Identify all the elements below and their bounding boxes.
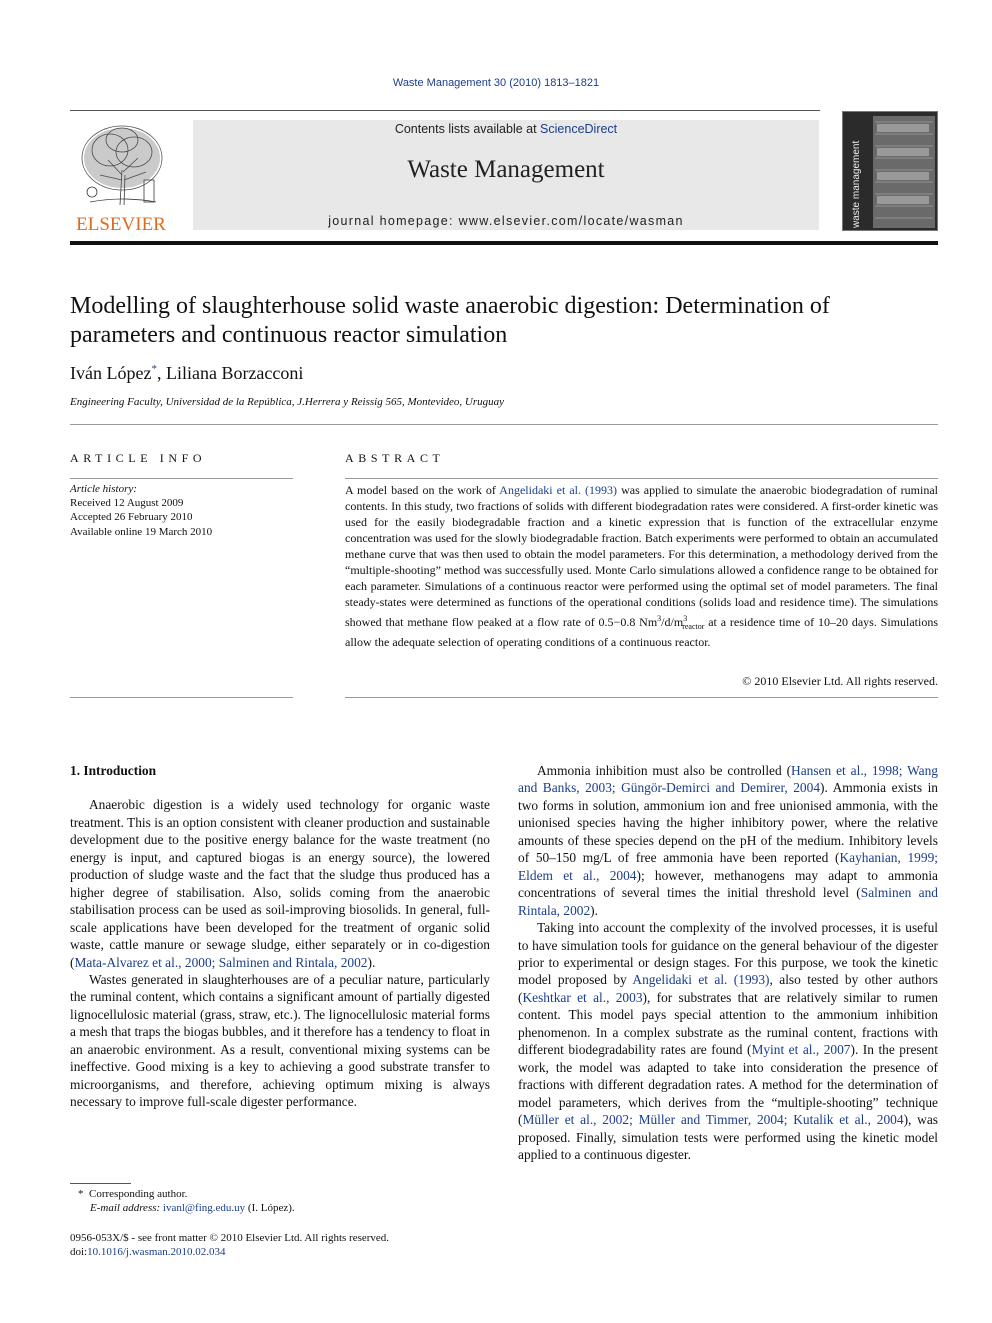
section-heading-introduction: 1. Introduction <box>70 763 157 778</box>
corresponding-author-mark[interactable]: * <box>151 363 157 375</box>
cover-title: waste management <box>851 140 862 228</box>
journal-cover-icon <box>843 112 938 231</box>
article-title: Modelling of slaughterhouse solid waste anaerobic digestion: Determination of parameters and continuous reactor simulation <box>70 293 830 348</box>
intro-p1-end: ). <box>367 954 376 970</box>
intro-p4-text-a: Taking into account the complexity of the involved processes, it is useful to have simulation tools for guidance on the general behaviour of the digester prior to experimental or design stages. For this purpose, we took the kinetic model proposed by <box>518 920 938 988</box>
intro-paragraph-2: Wastes generated in slaughterhouses are of a peculiar nature, particularly the ruminal content, which contains a significant amount of partially digested lignocellulosic material (grass, straw, etc.). The lignocellulosic material forms a mesh that traps the biogas bubbles, and it therefore has a tendency to float in an anaerobic environment. As a result, conventional mixing systems can be ineffective. Good mixing is a key to achieving a good substrate transfer to microorganisms, and therefore, achieving optimum mixing is always necessary to improve full-scale digester performance. <box>70 971 490 1110</box>
journal-homepage[interactable]: journal homepage: www.elsevier.com/locate/wasman <box>328 214 684 228</box>
author-2[interactable]: Liliana Borzacconi <box>165 363 304 383</box>
footnote <box>70 1187 295 1215</box>
intro-p3-text-d: ). <box>590 902 598 918</box>
corresponding-note <box>70 1187 295 1201</box>
journal-name: Waste Management <box>407 156 605 183</box>
article-info-heading: ARTICLE INFO <box>70 451 207 465</box>
citation-link-salminen[interactable]: Salminen and Rintala, 2002 <box>518 885 938 918</box>
intro-p4-text-e: ), was proposed. Finally, simulation tests were performed using the kinetic model applied to a continuous digester. <box>518 1112 938 1162</box>
body-column-left <box>70 762 490 1111</box>
abstract-rule <box>345 478 938 479</box>
intro-p3-text-c: ); however, methanogens may adapt to ammonia concentrations of several times the initial threshold level ( <box>518 867 938 901</box>
elsevier-wordmark: ELSEVIER <box>76 214 166 232</box>
email-note <box>70 1201 295 1215</box>
citation-link-hansen[interactable]: Hansen et al., 1998; Wang and Banks, 2003; Güngör-Demirci and Demirer, 2004 <box>518 763 938 796</box>
body-column-right <box>518 762 938 1163</box>
email-suffix: (I. López). <box>245 1202 295 1214</box>
citation-link-keshtkar[interactable]: Keshtkar et al., 2003 <box>522 989 643 1005</box>
intro-paragraph-3 <box>518 762 938 919</box>
email-label: E-mail address: <box>90 1202 163 1214</box>
article-info-rule <box>70 478 293 479</box>
issn-line: 0956-053X/$ - see front matter © 2010 Elsevier Ltd. All rights reserved. <box>70 1232 390 1244</box>
abstract-text-1: A model based on the work of <box>345 483 500 497</box>
abstract-rule-bottom <box>345 697 938 698</box>
journal-cover-thumbnail[interactable] <box>842 111 938 231</box>
citation-link-mata-alvarez[interactable]: Mata-Alvarez et al., 2000; Salminen and Rintala, 2002 <box>74 954 368 970</box>
received-date: Received 12 August 2009 <box>70 497 184 510</box>
abstract-text <box>345 483 938 651</box>
citation-link-angelidaki-2[interactable]: Angelidaki et al. (1993) <box>632 972 770 988</box>
footnote-mark: * <box>78 1188 84 1200</box>
title-divider <box>70 424 938 425</box>
footnote-rule <box>70 1183 131 1184</box>
author-separator: , <box>156 363 166 383</box>
intro-p3-text-a: Ammonia inhibition must also be controlled ( <box>537 763 792 778</box>
contents-line <box>193 122 819 136</box>
elsevier-tree-icon <box>70 120 172 232</box>
abstract-heading: ABSTRACT <box>345 451 445 465</box>
abstract-text-3: /d/m <box>661 614 684 629</box>
citation-link-myint[interactable]: Myint et al., 2007 <box>751 1042 851 1058</box>
article-info-rule-bottom <box>70 697 293 698</box>
sciencedirect-link[interactable]: ScienceDirect <box>540 122 618 136</box>
header-top-rule <box>70 110 820 111</box>
elsevier-logo[interactable] <box>70 120 172 232</box>
online-date: Available online 19 March 2010 <box>70 525 213 538</box>
citation-link-muller[interactable]: Müller et al., 2002; Müller and Timmer, 2004; Kutalik et al., 2004 <box>522 1112 904 1128</box>
accepted-date: Accepted 26 February 2010 <box>70 511 193 524</box>
intro-paragraph-1 <box>70 796 490 971</box>
affiliation: Engineering Faculty, Universidad de la República, J.Herrera y Reissig 565, Montevideo, Uruguay <box>70 396 504 408</box>
intro-p4-text-c: ), for substrates that are relatively similar to rumen content. This model pays special attention to the ammonium inhibition phenomenon. In a complex substrate as the ruminal content, fractions with different biodegradability rates are found ( <box>518 989 938 1058</box>
citation-link-kayhanian[interactable]: Kayhanian, 1999; Eldem et al., 2004 <box>518 850 938 883</box>
doi-link[interactable]: 10.1016/j.wasman.2010.02.034 <box>87 1246 226 1258</box>
header-thick-rule <box>70 241 938 245</box>
intro-paragraph-4 <box>518 919 938 1163</box>
email-link[interactable]: ivanl@fing.edu.uy <box>162 1202 246 1214</box>
history-label: Article history: <box>70 483 137 495</box>
corresponding-label: Corresponding author. <box>89 1188 188 1200</box>
abstract-sup-1: 3 <box>657 613 662 623</box>
abstract-text-4: at a residence time of 10–20 days. Simulations allow the adequate selection of operating conditions of a continuous reactor. <box>345 614 938 649</box>
citation-link-angelidaki[interactable]: Angelidaki et al. (1993) <box>499 483 618 497</box>
author-list <box>70 363 303 384</box>
intro-p4-text-d: ). In the present work, the model was adapted to take into consideration the presence of fractions with different degradation rates. A method for the determination of model parameters, which derives from the “multiple-shooting” technique ( <box>518 1042 938 1128</box>
journal-citation[interactable]: Waste Management 30 (2010) 1813–1821 <box>392 77 600 89</box>
abstract-sub-1: reactor <box>682 622 705 632</box>
abstract-text-2: was applied to simulate the anaerobic biodegradation of ruminal contents. In this study, two fractions of solids with different biodegradation rates were considered. A first-order kinetic was used for the easily biodegradable fraction and a kinetic expression that is function of the extracellular enzyme concentration was used for the slowly biodegradable fraction. Batch experiments were performed to obtain an accumulated methane curve that was then used to obtain the model parameters. For this determination, a methodology derived from the “multiple-shooting” method was successfully used. Monte Carlo simulations allowed a confidence range to be obtained for each parameter. Simulations of a continuous reactor were performed using the optimal set of model parameters. The final steady-states were determined as functions of the operational conditions (solids load and residence time). The simulations showed that methane flow peaked at a flow rate of 0.5−0.8 Nm <box>345 483 938 629</box>
intro-p4-text-b: , also tested by other authors ( <box>518 972 938 1005</box>
article-history <box>70 482 212 539</box>
intro-p3-text-b: ). Ammonia exists in two forms in solution, ammonium ion and free unionised ammonia, with the unionised species having the higher inhibitory power, where the relative amounts of these species depend on the pH of the medium. Inhibitory levels of 50–150 mg/L of free ammonia have been reported ( <box>518 780 938 866</box>
abstract-sup-2: 3 <box>683 613 688 623</box>
abstract-copyright: © 2010 Elsevier Ltd. All rights reserved. <box>742 674 938 688</box>
intro-p1-text: Anaerobic digestion is a widely used technology for organic waste treatment. This is an option consistent with cleaner production and sustainable development due to the positive energy balance for the waste treatment (no energy is input, and captured biogas is an energy source), the lowered production of sludge waste and the fact that the sludge thus produced has a higher degree of stabilisation. Also, solids coming from the anaerobic stabilisation process can be used as soil-improving biosolids. In general, full-scale applications have been developed for the treatment of organic solid waste, cattle manure or sewage sludge, either separately or in co-digestion ( <box>70 797 490 970</box>
doi-line <box>70 1245 389 1259</box>
publication-meta <box>70 1231 389 1259</box>
contents-prefix: Contents lists available at <box>394 122 541 136</box>
doi-label: doi: <box>70 1246 88 1258</box>
author-1[interactable]: Iván López <box>70 363 152 383</box>
